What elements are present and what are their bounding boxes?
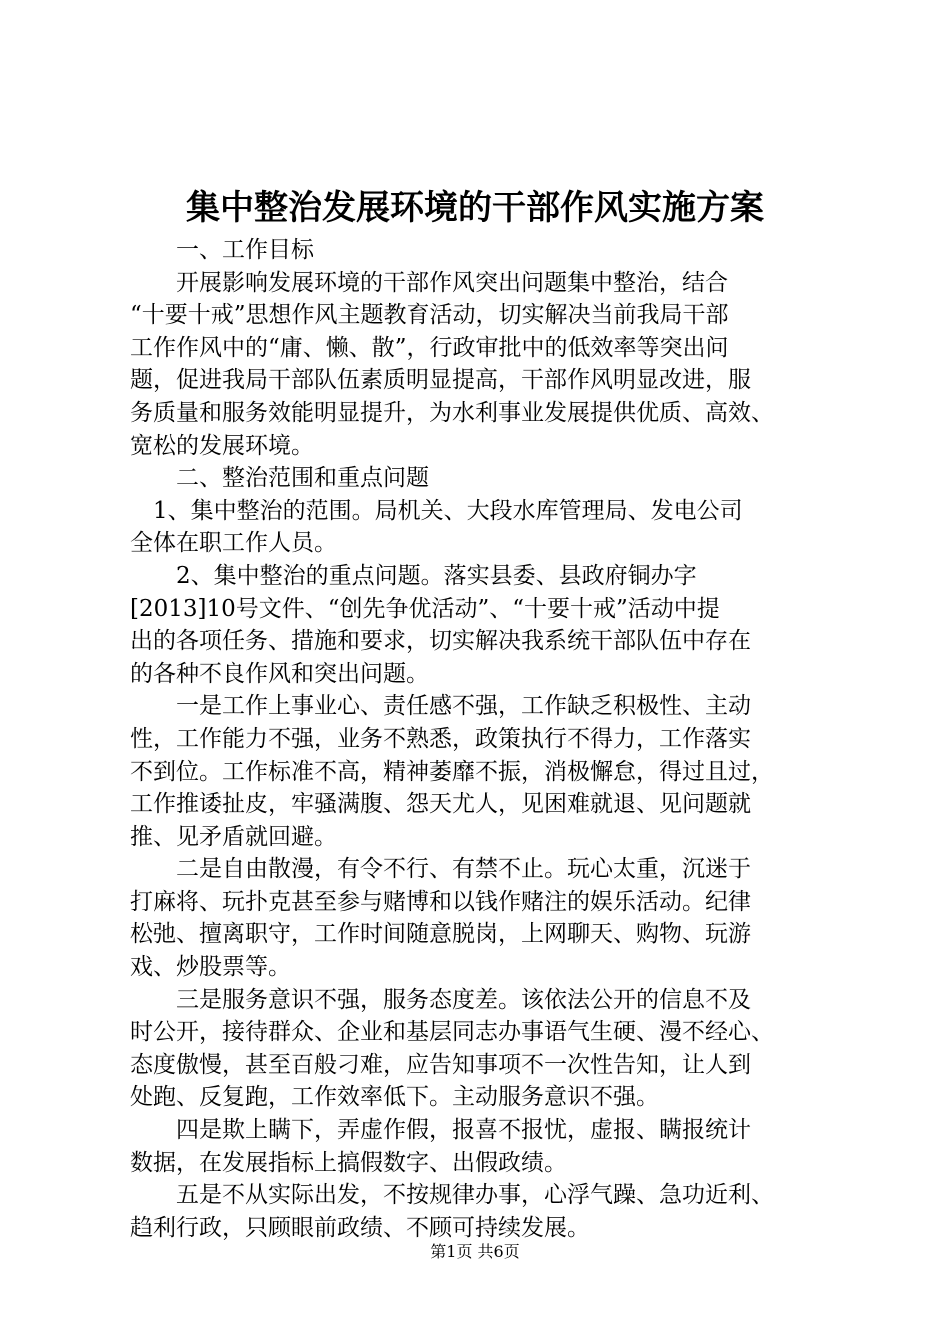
body-line: 时公开，接待群众、企业和基层同志办事语气生硬、漫不经心、 (130, 1019, 774, 1046)
body-line: 二、整治范围和重点问题 (130, 465, 429, 492)
body-line: 趋利行政，只顾眼前政绩、不顾可持续发展。 (130, 1214, 590, 1241)
body-line: 的各种不良作风和突出问题。 (130, 660, 429, 687)
document-body (130, 234, 840, 1244)
body-line: 二是自由散漫，有令不行、有禁不止。玩心太重，沉迷于 (130, 856, 751, 883)
body-line: 性，工作能力不强，业务不熟悉，政策执行不得力，工作落实 (130, 725, 751, 752)
page-footer: 第1页 共6页 (430, 1242, 520, 1261)
body-line: 数据，在发展指标上搞假数字、出假政绩。 (130, 1149, 567, 1176)
body-line: 三是服务意识不强，服务态度差。该依法公开的信息不及 (130, 986, 751, 1013)
body-line: 全体在职工作人员。 (130, 530, 337, 557)
body-line: 题，促进我局干部队伍素质明显提高，干部作风明显改进，服 (130, 367, 751, 394)
document-title: 集中整治发展环境的干部作风实施方案 (186, 188, 764, 228)
body-line: 出的各项任务、措施和要求，切实解决我系统干部队伍中存在 (130, 628, 751, 655)
body-line: 一是工作上事业心、责任感不强，工作缺乏积极性、主动 (130, 693, 751, 720)
body-line: 工作推诿扯皮，牢骚满腹、怨天尤人，见困难就退、见问题就 (130, 791, 751, 818)
body-line: 不到位。工作标准不高，精神萎靡不振，消极懈怠，得过且过， (130, 758, 774, 785)
body-line: 一、工作目标 (130, 237, 314, 263)
body-line: 宽松的发展环境。 (130, 432, 314, 459)
body-line: “十要十戒”思想作风主题教育活动，切实解决当前我局干部 (130, 302, 729, 329)
body-line: 五是不从实际出发，不按规律办事，心浮气躁、急功近利、 (130, 1182, 774, 1209)
body-line: 1、集中整治的范围。局机关、大段水库管理局、发电公司 (130, 497, 743, 524)
body-line: 开展影响发展环境的干部作风突出问题集中整治，结合 (130, 269, 728, 296)
body-line: 戏、炒股票等。 (130, 954, 291, 981)
body-line: 处跑、反复跑，工作效率低下。主动服务意识不强。 (130, 1084, 659, 1111)
body-line: 推、见矛盾就回避。 (130, 823, 337, 850)
body-line: 务质量和服务效能明显提升，为水利事业发展提供优质、高效、 (130, 399, 774, 426)
body-line: [2013]10号文件、“创先争优活动”、“十要十戒”活动中提 (130, 595, 720, 622)
body-line: 打麻将、玩扑克甚至参与赌博和以钱作赌注的娱乐活动。纪律 (130, 888, 751, 915)
body-line: 工作作风中的“庸、懒、散”，行政审批中的低效率等突出问 (130, 334, 729, 361)
body-line: 四是欺上瞒下，弄虚作假，报喜不报忧，虚报、瞒报统计 (130, 1117, 751, 1144)
body-line: 态度傲慢，甚至百般刁难，应告知事项不一次性告知，让人到 (130, 1051, 751, 1078)
body-line: 松弛、擅离职守，工作时间随意脱岗，上网聊天、购物、玩游 (130, 921, 751, 948)
body-line: 2、集中整治的重点问题。落实县委、县政府铜办字 (130, 562, 697, 589)
